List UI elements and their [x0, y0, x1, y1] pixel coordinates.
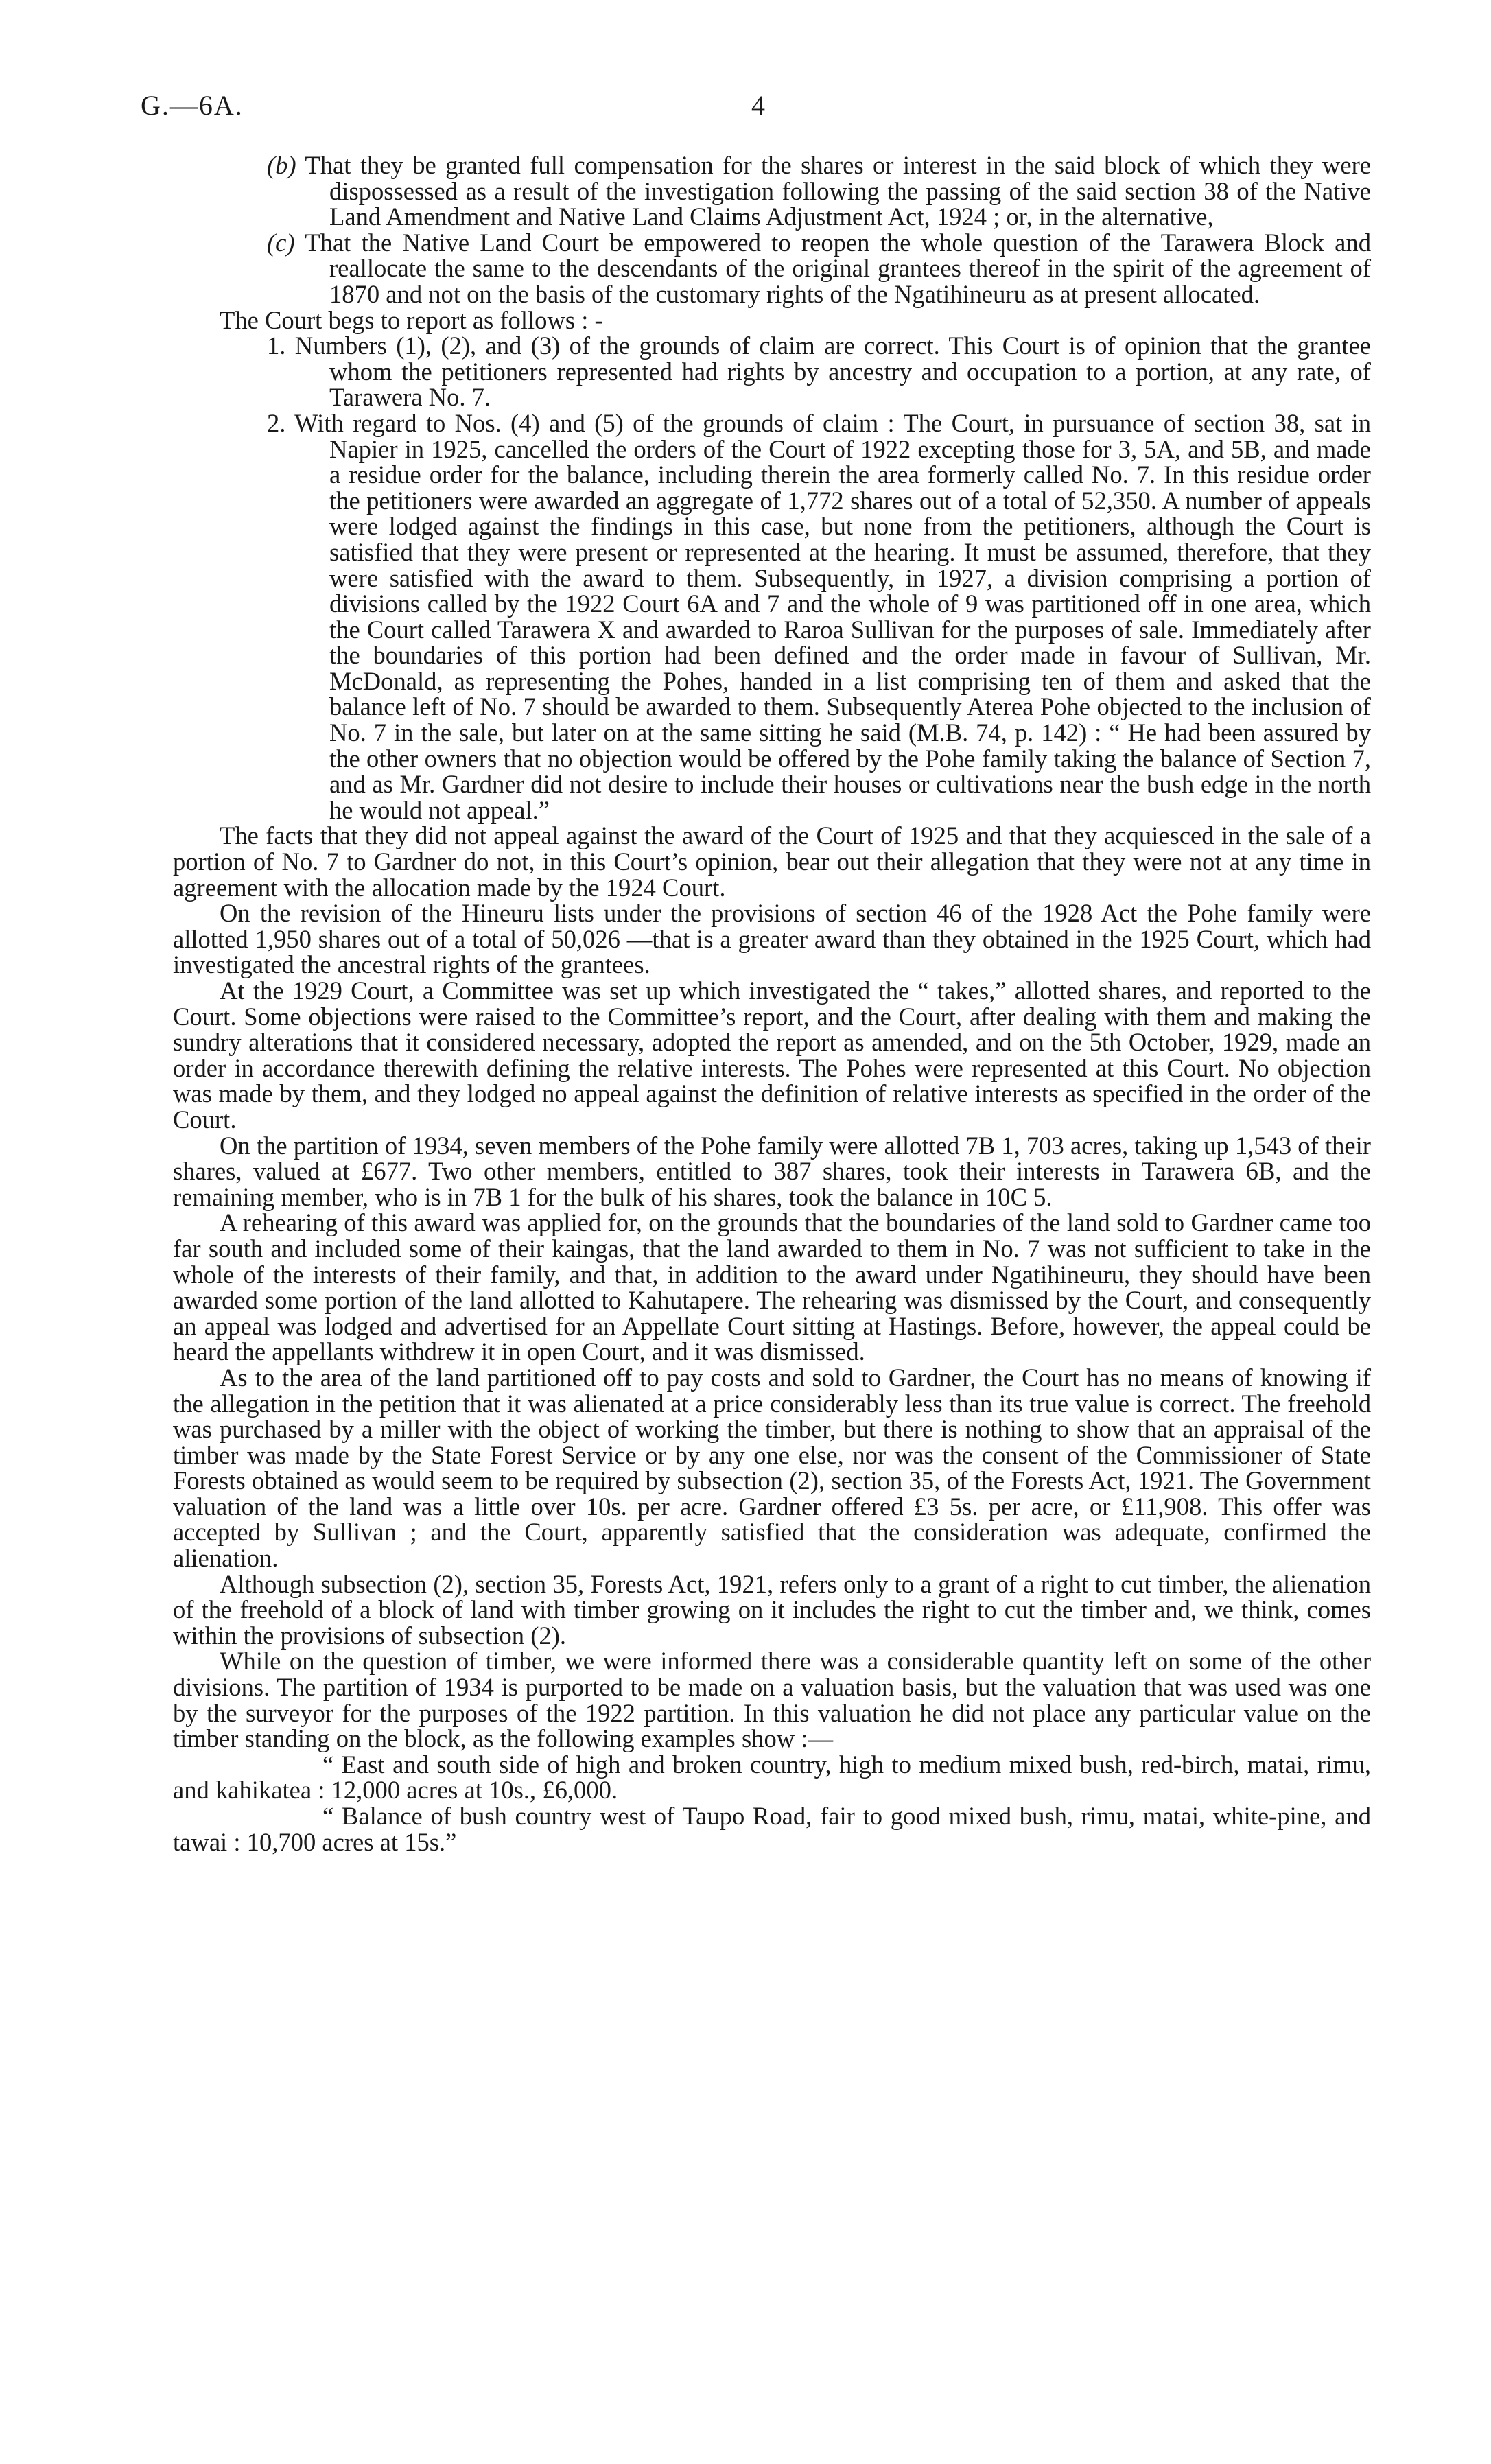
paragraph: Although subsection (2), section 35, Forests Act, 1921, refers only to a grant of a right to cut timber, the alienation of the freehold of a block of land with timber growing on it includes the right to cut the timber and, we think, comes within the provisions of subsection (2). — [173, 1569, 1371, 1650]
paragraph: While on the question of timber, we were informed there was a considerable quantity left on some of the other divisions. The partition of 1934 is purported to be made on a valuation basis, but the valuation that was used was one by the surveyor for the purposes of the 1922 partition. In this valuation he did not place any particular value on the timber standing on the block, as the following examples show :— — [173, 1647, 1371, 1753]
paragraph: On the partition of 1934, seven members of the Pohe family were allotted 7B 1, 703 acres, taking up 1,543 of their shares, valued at £677. Two other members, entitled to 387 shares, took their interests in Tarawera 6B, and the remaining member, who is in 7B 1 for the bulk of his shares, took the balance in 10C 5. — [173, 1131, 1371, 1211]
paragraph: As to the area of the land partitioned off to pay costs and sold to Gardner, the Court has no means of knowing if the allegation in the petition that it was alienated at a price considerably less than its true value is correct. The freehold was purchased by a miller with the object of working the timber, but there is nothing to show that an appraisal of the timber was made by the State Forest Service or by any one else, nor was the consent of the Commissioner of State Forests obtained as would seem to be required by subsection (2), section 35, of the Forests Act, 1921. The Government valuation of the land was a little over 10s. per acre. Gardner offered £3 5s. per acre, or £11,908. This offer was accepted by Sullivan ; and the Court, apparently satisfied that the consideration was adequate, confirmed the alienation. — [173, 1363, 1371, 1573]
page-header — [141, 89, 1352, 137]
item-text: That the Native Land Court be empowered to reopen the whole question of the Tarawera Block and reallocate the same to the descendants of the original grantees thereof in the spirit of the agreement of 1870 and not on the basis of the customary rights of the Ngatihineuru as at present allocated. — [305, 228, 1371, 308]
item-label: (c) — [267, 228, 295, 257]
quoted-valuation: “ East and south side of high and broken country, high to medium mixed bush, red-birch, matai, rimu, and kahikatea : 12,000 acres at 10s., £6,000. — [173, 1750, 1371, 1805]
finding-label: 1. — [267, 331, 286, 360]
finding-1 — [267, 333, 1371, 410]
page-number: 4 — [751, 90, 765, 121]
series-reference: G.—6A. — [141, 90, 244, 121]
paragraph: The facts that they did not appeal against the award of the Court of 1925 and that they acquiesced in the sale of a portion of No. 7 to Gardner do not, in this Court’s opinion, bear out their allegation that they were not at any time in agreement with the allocation made by the 1924 Court. — [173, 821, 1371, 902]
paragraph: At the 1929 Court, a Committee was set up which investigated the “ takes,” allotted shares, and reported to the Court. Some objections were raised to the Committee’s report, and the Court, after dealing with them and making the sundry alterations that it considered necessary, adopted the report as amended, and on the 5th October, 1929, made an order in accordance therewith defining the relative interests. The Pohes were represented at this Court. No objection was made by them, and they lodged no appeal against the definition of relative interests as specified in the order of the Court. — [173, 976, 1371, 1134]
paragraph: A rehearing of this award was applied for, on the grounds that the boundaries of the land sold to Gardner came too far south and included some of their kaingas, that the land awarded to them in No. 7 was not sufficient to take in the whole of the interests of their family, and that, in addition to the award under Ngatihineuru, they should have been awarded some portion of the land allotted to Kahutapere. The rehearing was dismissed by the Court, and consequently an appeal was lodged and advertised for an Appellate Court sitting at Hastings. Before, however, the appeal could be heard the appellants withdrew it in open Court, and it was dismissed. — [173, 1208, 1371, 1366]
body-text — [173, 152, 1371, 1855]
paragraph: On the revision of the Hineuru lists under the provisions of section 46 of the 1928 Act the Pohe family were allotted 1,950 shares out of a total of 50,026 —that is a greater award than they obtained in the 1925 Court, which had investigated the ancestral rights of the grantees. — [173, 899, 1371, 979]
petition-item-b — [267, 152, 1371, 230]
item-label: (b) — [267, 151, 296, 179]
finding-text: With regard to Nos. (4) and (5) of the grounds of claim : The Court, in pursuance of section 38, sat in Napier in 1925, cancelled the orders of the Court of 1922 excepting those for 3, 5A, and 5B, and made a residue order for the balance, including therein the area formerly called No. 7. In this residue order the petitioners were awarded an aggregate of 1,772 shares out of a total of 52,350. A number of appeals were lodged against the findings in this case, but none from the petitioners, although the Court is satisfied that they were present or represented at the hearing. It must be assumed, therefore, that they were satisfied with the award to them. Subsequently, in 1927, a division comprising a portion of divisions called by the 1922 Court 6A and 7 and the whole of 9 was partitioned off in one area, which the Court called Tarawera X and awarded to Raroa Sullivan for the purposes of sale. Immediately after the boundaries of this portion had been defined and the order made in favour of Sullivan, Mr. McDonald, as representing the Pohes, handed in a list comprising ten of them and asked that the balance left of No. 7 should be awarded to them. Subsequently Aterea Pohe objected to the inclusion of No. 7 in the sale, but later on at the same sitting he said (M.B. 74, p. 142) : “ He had been assured by the other owners that no objection would be offered by the Pohe family taking the balance of Section 7, and as Mr. Gardner did not desire to include their houses or cultivations near the bush edge in the north he would not appeal.” — [294, 408, 1371, 824]
report-intro: The Court begs to report as follows : - — [220, 305, 603, 334]
finding-2 — [267, 410, 1371, 823]
finding-text: Numbers (1), (2), and (3) of the grounds of claim are correct. This Court is of opinion that the grantee whom the petitioners represented had rights by ancestry and occupation to a portion, at any rate, of Tarawera No. 7. — [294, 331, 1371, 412]
quoted-valuation: “ Balance of bush country west of Taupo Road, fair to good mixed bush, rimu, matai, white-pine, and tawai : 10,700 acres at 15s.” — [173, 1802, 1371, 1856]
petition-item-c — [267, 230, 1371, 307]
finding-label: 2. — [267, 408, 286, 437]
item-text: That they be granted full compensation for the shares or interest in the said block of which they were dispossessed as a result of the investigation following the passing of the said section 38 of the Native Land Amendment and Native Land Claims Adjustment Act, 1924 ; or, in the alternative, — [305, 151, 1371, 231]
